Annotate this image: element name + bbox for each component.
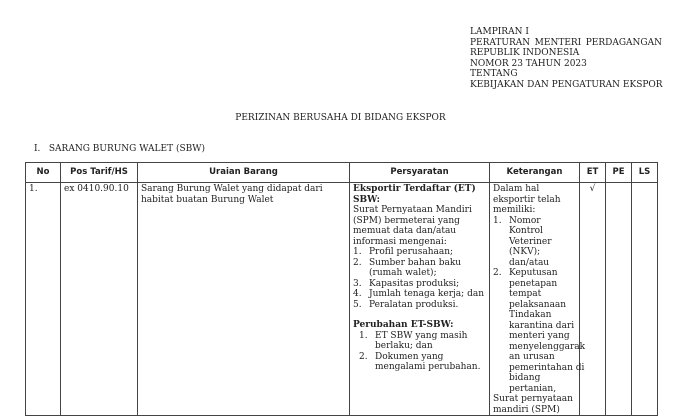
list-item: 4. Jumlah tenaga kerja; dan [353,289,484,299]
keterangan-list [493,215,586,395]
table-header-row [26,163,658,183]
list-item: 1. Profil perusahaan; [353,247,454,257]
section-label: SARANG BURUNG WALET (SBW) [48,144,205,154]
lampiran-line-peraturan [470,38,662,49]
list-item: 1. Nomor Kontrol Veteriner (NKV); dan/atau [493,215,552,268]
list-item: 3. Kapasitas produksi; [353,278,460,289]
list-item: 2. Sumber bahan baku (rumah walet); [353,257,462,278]
cell-ls [632,183,658,416]
keterangan-intro: Dalam hal eksportir telah memiliki: [493,184,561,215]
cell-pe [606,183,632,416]
cell-persyaratan [350,183,490,416]
cell-et-checkmark: √ [580,183,606,416]
cell-uraian: Sarang Burung Walet yang didapat dari habitat buatan Burung Walet [138,183,350,416]
list-item: 2. Dokumen yang mengalami perubahan. [359,351,481,372]
perubahan-list [353,331,486,373]
header-keterangan: Keterangan [490,163,580,183]
table-row [26,183,658,416]
list-item: 1. ET SBW yang masih berlaku; dan [359,330,468,351]
header-et: ET [580,163,606,183]
lampiran-word: PERATURAN [470,37,531,48]
export-permit-table [25,162,658,416]
lampiran-line: NOMOR 23 TAHUN 2023 [470,58,587,69]
lampiran-line: TENTANG [470,69,518,79]
list-item: 2. Keputusan penetapan tempat pelaksanaan Tindakan karantina dari menteri yang menyelenggarak an urusan pemerintahan di bidang pertanian, [493,268,586,394]
section-heading [34,144,205,155]
header-persyaratan: Persyaratan [350,163,490,183]
lampiran-word: PERDAGANGAN [585,37,662,48]
lampiran-line: KEBIJAKAN DAN PENGATURAN EKSPOR [470,79,663,90]
lampiran-line: REPUBLIK INDONESIA [470,48,580,58]
persyaratan-intro: Surat Pernyataan Mandiri (SPM) bermeterai yang memuat data dan/atau informasi mengenai: [353,205,472,247]
lampiran-word: MENTERI [534,37,582,48]
lampiran-line: LAMPIRAN I [470,27,529,37]
header-ls: LS [632,163,658,183]
persyaratan-list [353,247,486,310]
cell-keterangan [490,183,586,416]
keterangan-tail: Surat pernyataan mandiri (SPM) [493,394,573,415]
lampiran-header [470,27,662,90]
persyaratan-heading-perubahan: Perubahan ET-SBW: [353,320,454,330]
cell-no: 1. [26,183,61,416]
persyaratan-heading-et: Eksportir Terdaftar (ET) SBW: [353,184,476,205]
page-title: PERIZINAN BERUSAHA DI BIDANG EKSPOR [235,113,446,123]
header-pos-tarif: Pos Tarif/HS [61,163,138,183]
list-item: 5. Peralatan produksi. [353,299,459,310]
header-no: No [26,163,61,183]
cell-pos-tarif: ex 0410.90.10 [61,183,138,416]
header-uraian-barang: Uraian Barang [138,163,350,183]
section-number: I. [34,144,41,154]
header-pe: PE [606,163,632,183]
